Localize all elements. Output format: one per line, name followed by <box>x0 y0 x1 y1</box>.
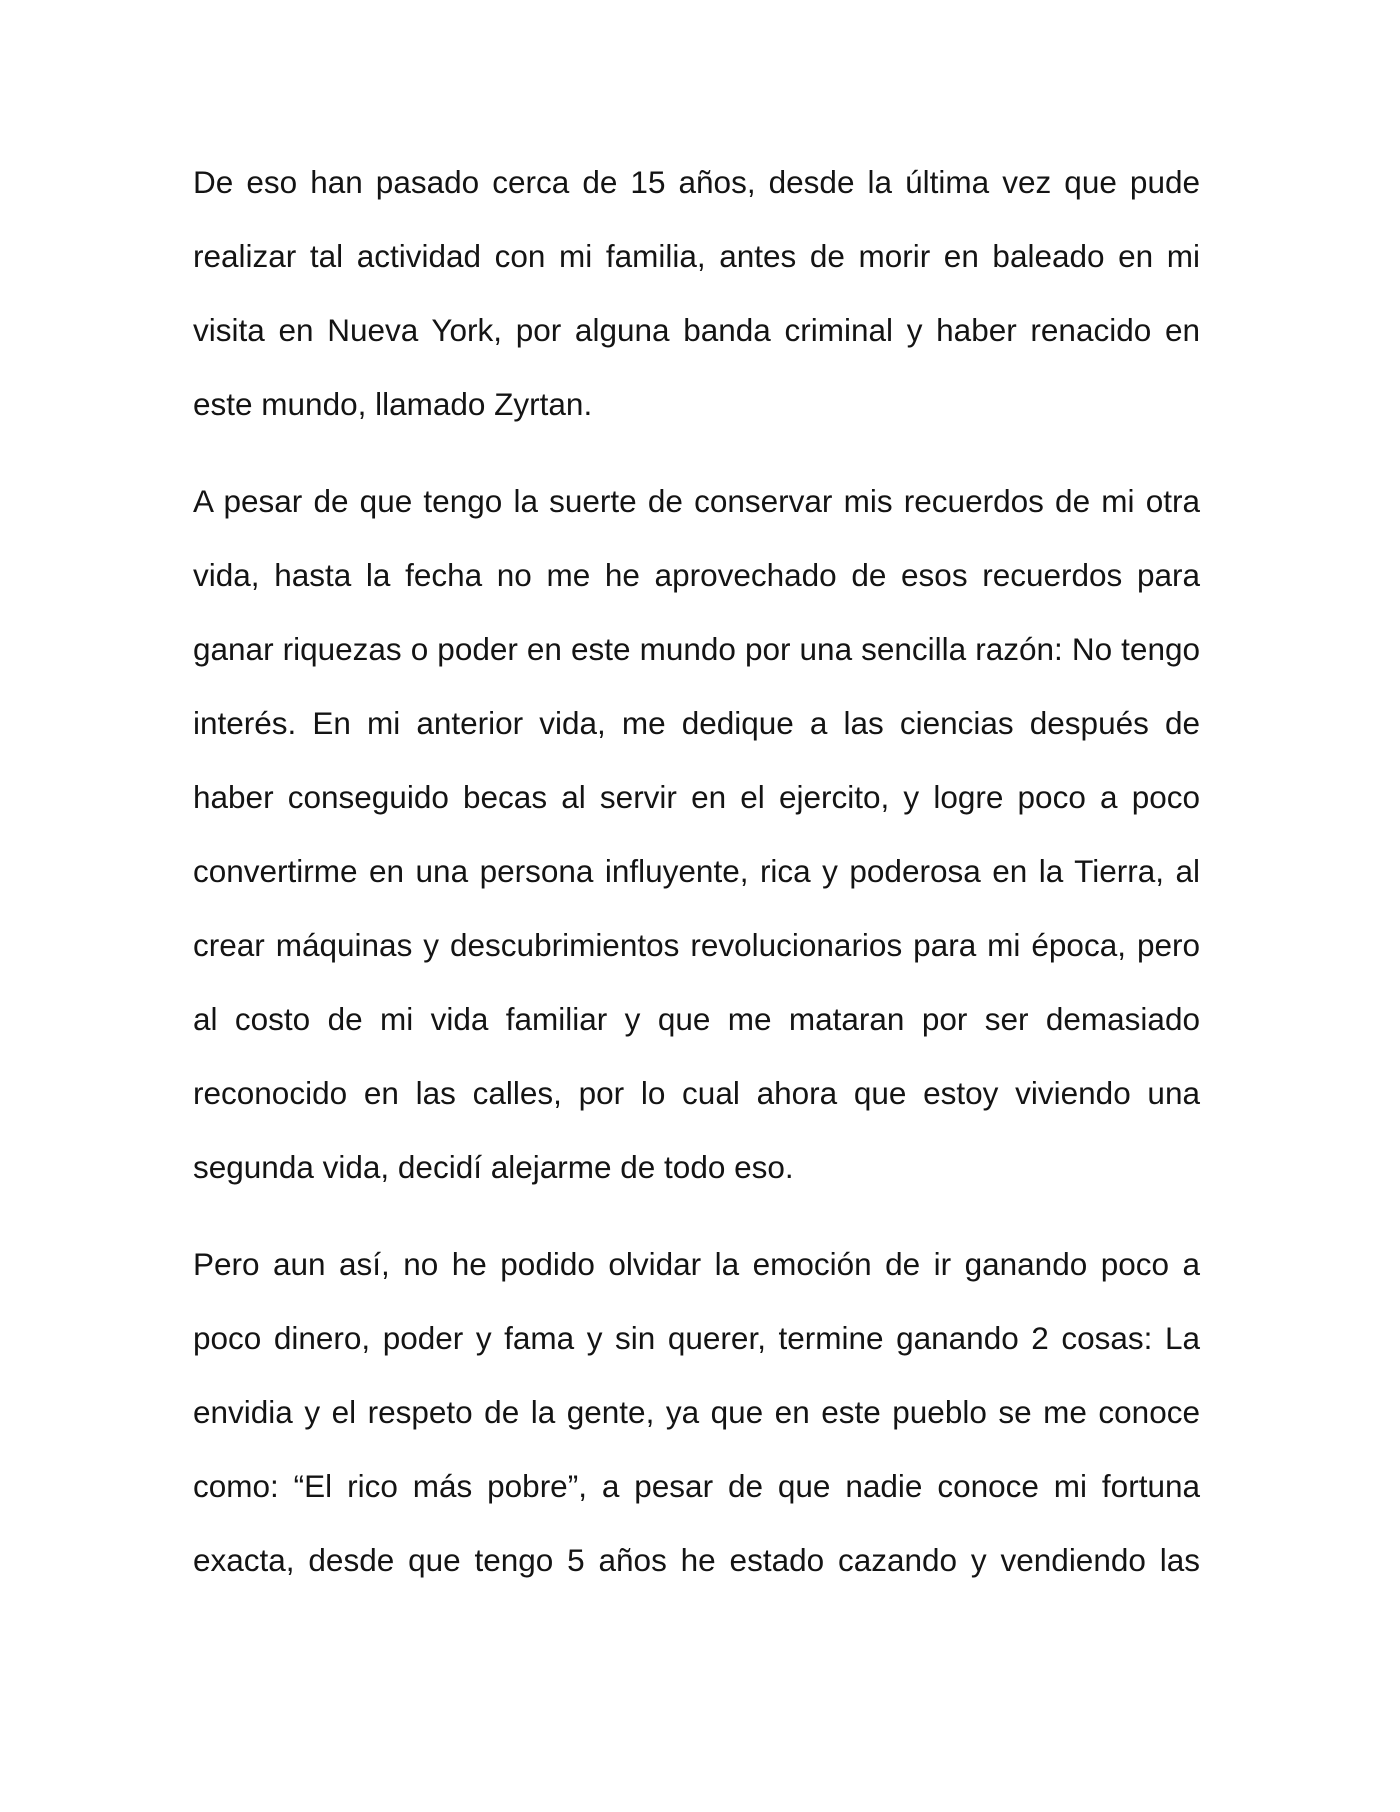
paragraph-3: Pero aun así, no he podido olvidar la emoción de ir ganando poco a poco dinero, poder y fama y sin querer, termine ganando 2 cosas: La envidia y el respeto de la gente, ya que en este pueblo se me conoce como: “El rico más pobre”, a pesar de que nadie conoce mi fortuna exacta, desde que tengo 5 años he estado cazando y vendiendo las <box>193 1246 1200 1578</box>
paragraph-2: A pesar de que tengo la suerte de conservar mis recuerdos de mi otra vida, hasta la fecha no me he aprovechado de esos recuerdos para ganar riquezas o poder en este mundo por una sencilla razón: No tengo interés. En mi anterior vida, me dedique a las ciencias después de haber conseguido becas al servir en el ejercito, y logre poco a poco convertirme en una persona influyente, rica y poderosa en la Tierra, al crear máquinas y descubrimientos revolucionarios para mi época, pero al costo de mi vida familiar y que me mataran por ser demasiado reconocido en las calles, por lo cual ahora que estoy viviendo una segunda vida, decidí alejarme de todo eso. <box>193 483 1200 1185</box>
paragraph-1: De eso han pasado cerca de 15 años, desde la última vez que pude realizar tal actividad con mi familia, antes de morir en baleado en mi visita en Nueva York, por alguna banda criminal y haber renacido en este mundo, llamado Zyrtan. <box>193 164 1200 422</box>
body-text <box>193 145 1200 1620</box>
